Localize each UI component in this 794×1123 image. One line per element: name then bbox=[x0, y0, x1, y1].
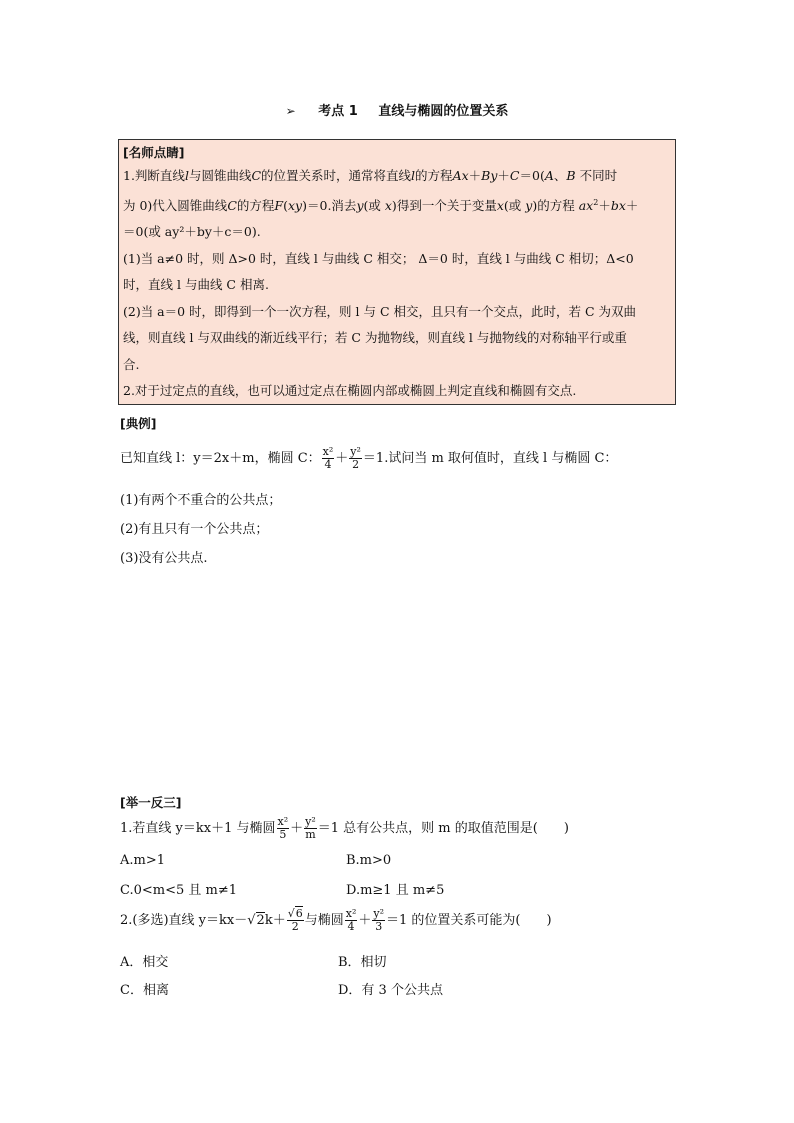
example-question-2: (2)有且只有一个公共点； bbox=[120, 522, 269, 537]
teacher-tips-box bbox=[118, 139, 676, 405]
tips-case-1a: (1)当 a≠0 时，则 Δ>0 时，直线 l 与曲线 C 相交； Δ＝0 时，直线 l 与曲线 C 相切；Δ<0 bbox=[123, 250, 634, 266]
example-title: [典例] bbox=[120, 416, 157, 431]
heading-title: 直线与椭圆的位置关系 bbox=[378, 104, 509, 119]
q2-option-a: A．相交 bbox=[120, 955, 169, 970]
q2-option-b: B．相切 bbox=[338, 955, 387, 970]
q1-option-b: B.m>0 bbox=[346, 853, 392, 868]
q2-option-d: D．有 3 个公共点 bbox=[338, 983, 443, 998]
q1-option-c: C.0<m<5 且 m≠1 bbox=[120, 883, 238, 898]
tips-line-2: 为 0)代入圆锥曲线C的方程F(xy)＝0.消去y(或 x)得到一个关于变量x(或 y)的方程 $ax^2+bx+$ bbox=[123, 197, 639, 213]
tips-title: [名师点睛] bbox=[123, 145, 185, 160]
tips-case-2b: 线，则直线 l 与双曲线的渐近线平行；若 C 为抛物线，则直线 l 与抛物线的对称轴平行或重 bbox=[123, 330, 627, 346]
tips-point-2: 2.对于过定点的直线，也可以通过定点在椭圆内部或椭圆上判定直线和椭圆有交点. bbox=[123, 383, 577, 399]
example-question-1: (1)有两个不重合的公共点； bbox=[120, 493, 282, 508]
tips-case-2a: (2)当 a＝0 时，即得到一个一次方程，则 l 与 C 相交，且只有一个交点，此时，若 C 为双曲 bbox=[123, 303, 637, 319]
point-number: 考点 1 bbox=[318, 104, 358, 119]
practice-question-2: 2.(多选)直线 y＝kx－√2k＋ $\frac{√6}{2}$ 与椭圆 $\frac{\text{x²}}{4}$ ＋ $\frac{\text{y²}}{3}$ ＝1 的位置关系可能为( ) bbox=[120, 907, 552, 933]
example-question-3: (3)没有公共点. bbox=[120, 551, 208, 566]
practice-question-1: 1.若直线 y＝kx＋1 与椭圆 $\frac{\text{x²}}{5}$ ＋ $\frac{\text{y²}}{m}$ ＝1 总有公共点，则 m 的取值范围是( ) bbox=[120, 815, 569, 841]
practice-title: [举一反三] bbox=[120, 795, 182, 810]
arrow-bullet-icon: ➢ bbox=[285, 104, 296, 118]
fraction-x2-4: $\frac{\text{x²}}{4}$ bbox=[322, 445, 334, 471]
tips-line-3: ＝0(或 ay²＋by＋c＝0). bbox=[123, 224, 261, 240]
tips-case-2c: 合. bbox=[123, 356, 140, 372]
tips-case-1b: 时，直线 l 与曲线 C 相离. bbox=[123, 277, 269, 293]
tips-line-1: 1.判断直线l与圆锥曲线C的位置关系时，通常将直线l的方程Ax＋By＋C＝0(A、B 不同时 bbox=[123, 168, 618, 183]
fraction-y2-2: $\frac{\text{y²}}{2}$ bbox=[350, 445, 361, 471]
q1-option-d: D.m≥1 且 m≠5 bbox=[346, 883, 445, 898]
q1-option-a: A.m>1 bbox=[120, 853, 166, 868]
q2-option-c: C．相离 bbox=[120, 983, 169, 998]
example-stem: 已知直线 l：y＝2x＋m，椭圆 C： $\frac{\text{x²}}{4}$ ＋ $\frac{\text{y²}}{2}$ ＝1.试问当 m 取何值时，直线 l 与椭圆 C： bbox=[120, 445, 618, 471]
section-heading bbox=[0, 100, 794, 119]
